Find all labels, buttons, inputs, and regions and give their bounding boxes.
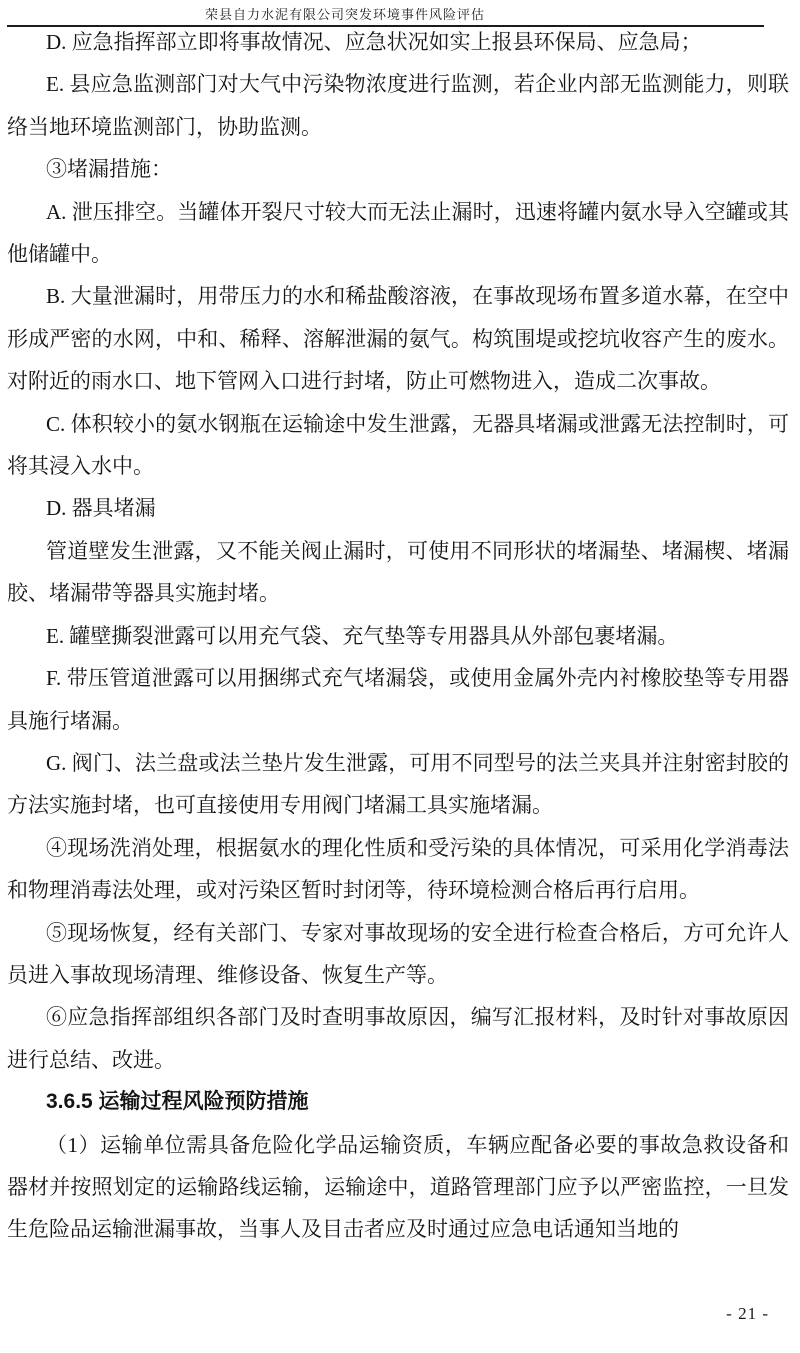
paragraph-d-plugging-tools: D. 器具堵漏: [46, 496, 156, 521]
paragraph-g-valve-flange: G. 阀门、法兰盘或法兰垫片发生泄露，可用不同型号的法兰夹具并注射密封胶的方法实施封堵，也可直接使用专用阀门堵漏工具实施堵漏。: [7, 750, 789, 818]
paragraph-cause-investigation: ⑥应急指挥部组织各部门及时查明事故原因，编写汇报材料，及时针对事故原因进行总结、改进。: [7, 1005, 789, 1072]
running-header-title: 荣县自力水泥有限公司突发环境事件风险评估: [204, 7, 485, 22]
paragraph-a-pressure-relief: A. 泄压排空。当罐体开裂尺寸较大而无法止漏时，迅速将罐内氨水导入空罐或其他储罐中。: [7, 199, 789, 267]
paragraph-site-recovery: ⑤现场恢复，经有关部门、专家对事故现场的安全进行检查合格后，方可允许人员进入事故现场清理、维修设备、恢复生产等。: [7, 920, 789, 987]
paragraph-e-monitoring: E. 县应急监测部门对大气中污染物浓度进行监测，若企业内部无监测能力，则联络当地环境监测部门，协助监测。: [7, 72, 789, 139]
paragraph-transport-qualification: （1）运输单位需具备危险化学品运输资质，车辆应配备必要的事故急救设备和器材并按照划定的运输路线运输，运输途中，道路管理部门应予以严密监控，一旦发生危险品运输泄漏事故，当事人及目击者应及时通过应急电话通知当地的: [7, 1132, 789, 1242]
document-body: [7, 21, 789, 1251]
paragraph-e-tank-wall-tear: E. 罐壁撕裂泄露可以用充气袋、充气垫等专用器具从外部包裹堵漏。: [46, 623, 679, 648]
paragraph-c-small-cylinder: C. 体积较小的氨水钢瓶在运输途中发生泄露，无器具堵漏或泄露无法控制时，可将其浸入水中。: [7, 411, 789, 479]
paragraph-pipe-wall-leak: 管道壁发生泄露，又不能关阀止漏时，可使用不同形状的堵漏垫、堵漏楔、堵漏胶、堵漏带等器具实施封堵。: [7, 538, 789, 606]
paragraph-site-decontamination: ④现场洗消处理，根据氨水的理化性质和受污染的具体情况，可采用化学消毒法和物理消毒法处理，或对污染区暂时封闭等，待环境检测合格后再行启用。: [7, 835, 789, 903]
paragraph-d-report-to-authorities: D. 应急指挥部立即将事故情况、应急状况如实上报县环保局、应急局；: [46, 30, 702, 54]
section-heading-3-6-5: 3.6.5 运输过程风险预防措施: [46, 1090, 309, 1114]
paragraph-b-massive-leak: B. 大量泄漏时，用带压力的水和稀盐酸溶液，在事故现场布置多道水幕，在空中形成严密的水网，中和、稀释、溶解泄漏的氨气。构筑围堤或挖坑收容产生的废水。对附近的雨水口、地下管网入口进行封堵，防止可燃物进入，造成二次事故。: [7, 284, 789, 394]
paragraph-f-pressurized-pipe: F. 带压管道泄露可以用捆绑式充气堵漏袋，或使用金属外壳内衬橡胶垫等专用器具施行堵漏。: [7, 666, 789, 733]
paragraph-leak-plugging-measures: ③堵漏措施：: [46, 157, 172, 182]
page-number: - 21 -: [726, 1304, 769, 1323]
